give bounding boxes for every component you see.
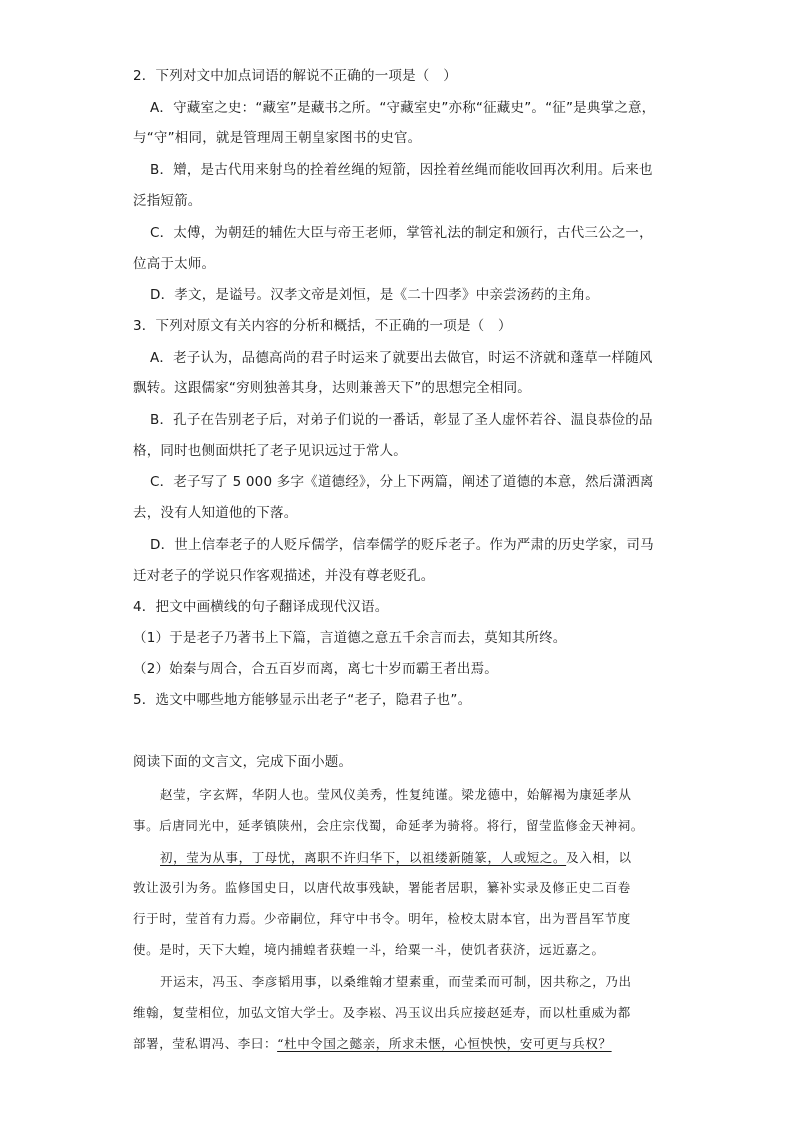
question-4-sentence-1: （1）于是老子乃著书上下篇，言道德之意五千余言而去，莫知其所终。 <box>133 630 567 646</box>
question-2-stem: 2．下列对文中加点词语的解说不正确的一项是（ ） <box>133 68 457 84</box>
passage-line: 敦让汲引为务。监修国史日，以唐代故事残缺，署能者居职，纂补实录及修正史二百卷 <box>133 880 631 895</box>
question-2-option-b-cont: 泛指短箭。 <box>133 193 202 209</box>
question-3-option-c: C．老子写了 5 000 多字《道德经》，分上下两篇，阐述了道德的本意，然后潇洒离 <box>150 474 654 490</box>
question-4-sentence-2: （2）始秦与周合，合五百岁而离，离七十岁而霸王者出焉。 <box>133 661 498 677</box>
underlined-sentence: 初，莹为从事，丁母忧，离职不许归华下，以祖缕新随篆，人或短之。 <box>160 850 567 865</box>
question-2-option-c-cont: 位高于太师。 <box>133 256 216 272</box>
question-2-option-a: A．守藏室之史：“藏室”是藏书之所。“守藏室史”亦称“征藏史”。“征”是典掌之意， <box>150 100 656 116</box>
passage-line: 事。后唐同光中，延孝镇陕州，会庄宗伐蜀，命延孝为骑将。将行，留莹监修金天神祠。 <box>133 818 644 833</box>
passage-text: 及入相，以 <box>566 850 632 865</box>
passage-line <box>133 1034 612 1054</box>
question-3-option-d: D．世上信奉老子的人贬斥儒学，信奉儒学的贬斥老子。作为严肃的历史学家，司马 <box>150 537 654 553</box>
question-3-option-a-cont: 飘转。这跟儒家“穷则独善其身，达则兼善天下”的思想完全相同。 <box>133 380 531 396</box>
question-3-option-c-cont: 去，没有人知道他的下落。 <box>133 505 298 521</box>
passage-line: 维翰，复莹相位，加弘文馆大学士。及李崧、冯玉议出兵应接赵延寿，而以杜重威为都 <box>133 1005 631 1020</box>
question-2-option-b: B．矰，是古代用来射鸟的拴着丝绳的短箭，因拴着丝绳而能收回再次利用。后来也 <box>150 162 653 178</box>
passage-line: 赵莹，字玄辉，华阴人也。莹风仪美秀，性复纯谨。梁龙德中，始解褐为康延孝从 <box>160 787 632 802</box>
passage-line: 行于时，莹首有力焉。少帝嗣位，拜守中书令。明年，检校太尉本官，出为晋昌军节度 <box>133 911 631 926</box>
question-2-option-d: D．孝文，是谥号。汉孝文帝是刘恒，是《二十四孝》中亲尝汤药的主角。 <box>150 287 599 303</box>
question-3-stem: 3．下列对原文有关内容的分析和概括，不正确的一项是（ ） <box>133 318 512 334</box>
question-4-stem: 4．把文中画横线的句子翻译成现代汉语。 <box>133 599 389 615</box>
question-5-stem: 5．选文中哪些地方能够显示出老子“老子，隐君子也”。 <box>133 692 472 708</box>
passage-line: 使。是时，天下大蝗，境内捕蝗者获蝗一斗，给粟一斗，使饥者获济，远近嘉之。 <box>133 942 605 957</box>
passage-text: 部署，莹私谓冯、李曰： <box>133 1036 278 1051</box>
question-2-option-c: C．太傅，为朝廷的辅佐大臣与帝王老师，掌管礼法的制定和颁行，古代三公之一， <box>150 225 653 241</box>
question-3-option-b-cont: 格，同时也侧面烘托了老子见识远过于常人。 <box>133 443 407 459</box>
underlined-sentence: “杜中令国之懿亲，所求未惬，心恒怏怏，安可更与兵权？ <box>277 1036 612 1051</box>
question-2-option-a-cont: 与“守”相同，就是管理周王朝皇家图书的史官。 <box>133 130 422 146</box>
question-3-option-d-cont: 迁对老子的学说只作客观描述，并没有尊老贬孔。 <box>133 568 435 584</box>
passage-line <box>160 848 632 868</box>
question-3-option-a: A．老子认为，品德高尚的君子时运来了就要出去做官，时运不济就和蓬草一样随风 <box>150 350 653 366</box>
passage-line: 开运末，冯玉、李彦韬用事，以桑维翰才望素重，而莹柔而可制，因共称之，乃出 <box>160 974 632 989</box>
question-3-option-b: B．孔子在告别老子后，对弟子们说的一番话，彰显了圣人虚怀若谷、温良恭俭的品 <box>150 412 653 428</box>
reading-instructions: 阅读下面的文言文，完成下面小题。 <box>133 754 353 770</box>
